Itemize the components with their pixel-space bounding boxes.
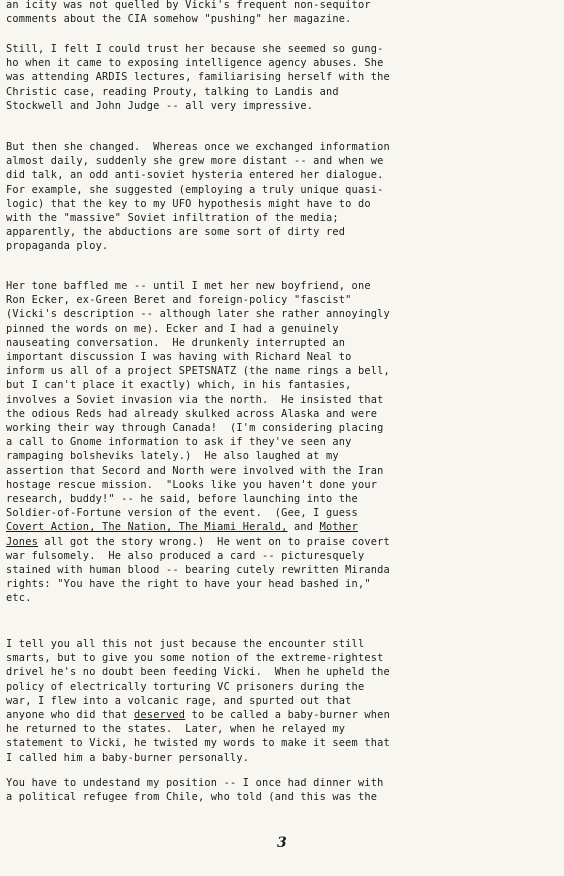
text-line: war fulsomely. He also produced a card -- picturesquely: [6, 549, 365, 562]
text-line: statement to Vicki, he twisted my words to make it seem that: [6, 737, 390, 750]
text-line: Her tone baffled me -- until I met her new boyfriend, one: [6, 280, 371, 292]
text-line: logic) that the key to my UFO hypothesis might have to do: [6, 197, 371, 210]
text-line: stained with human blood -- bearing cutely rewritten Miranda: [6, 564, 390, 577]
text-line: inform us all of a project SPETSNATZ (the name rings a bell,: [6, 365, 390, 378]
paragraph-4: [6, 279, 562, 606]
text-line: [6, 708, 562, 722]
text-line: he returned to the states. Later, when he relayed my: [6, 723, 346, 736]
text-line-head: anyone who did that: [6, 709, 134, 722]
text-line: policy of electrically torturing VC prisoners during the: [6, 680, 365, 693]
paragraph-3: [6, 140, 562, 254]
paragraph-6: [6, 776, 562, 804]
underlined-title: Mother: [319, 521, 358, 534]
underlined-word: deserved: [134, 709, 186, 722]
text-line: Ron Ecker, ex-Green Beret and foreign-policy "fascist": [6, 294, 352, 307]
text-line: I called him a baby-burner personally.: [6, 751, 250, 764]
underlined-titles: Covert Action, The Nation, The Miami Herald,: [6, 521, 288, 534]
text-line: working their way through Canada! (I'm considering placing: [6, 422, 384, 435]
text-line: rights: "You have the right to have your head bashed in,": [6, 578, 371, 591]
text-line: did talk, an odd anti-soviet hysteria entered her dialogue.: [6, 169, 384, 182]
text-line: was attending ARDIS lectures, familiarising herself with the: [6, 71, 390, 84]
text-line: But then she changed. Whereas once we exchanged information: [6, 141, 390, 153]
text-line: Still, I felt I could trust her because she seemed so gung-: [6, 43, 384, 55]
text-line: apparently, the abductions are some sort of dirty red: [6, 226, 346, 239]
text-line-tail: and: [287, 521, 320, 534]
text-line: important discussion I was having with Richard Neal to: [6, 351, 352, 364]
page-number: 3: [277, 835, 287, 851]
text-line: an icity was not quelled by Vicki's frequent non-sequitor: [6, 0, 371, 11]
text-line: [6, 535, 562, 549]
text-line: pinned the words on me). Ecker and I had a genuinely: [6, 322, 339, 335]
text-line: war, I flew into a volcanic rage, and spurted out that: [6, 694, 352, 707]
text-line: hostage rescue mission. "Looks like you haven't done your: [6, 478, 378, 491]
text-line-tail: all got the story wrong.) He went on to praise covert: [38, 535, 390, 548]
text-line: with the "massive" Soviet infiltration of the media;: [6, 212, 339, 225]
text-line: I tell you all this not just because the encounter still: [6, 638, 365, 650]
text-line: etc.: [6, 592, 32, 605]
paragraph-2: [6, 42, 562, 113]
text-line: You have to undestand my position -- I once had dinner with: [6, 777, 384, 789]
text-line: drivel he's no doubt been feeding Vicki. When he upheld the: [6, 666, 390, 679]
text-line-underlined-titles: [6, 520, 562, 534]
text-line: Christic case, reading Prouty, talking to Landis and: [6, 85, 339, 98]
text-line: rampaging bolsheviks lately.) He also laughed at my: [6, 450, 339, 463]
text-line: Stockwell and John Judge -- all very impressive.: [6, 99, 314, 112]
text-line: comments about the CIA somehow "pushing" her magazine.: [6, 13, 352, 26]
text-line: smarts, but to give you some notion of the extreme-rightest: [6, 652, 384, 665]
text-line: nauseating conversation. He drunkenly interrupted an: [6, 336, 346, 349]
text-line: Soldier-of-Fortune version of the event. (Gee, I guess: [6, 507, 358, 520]
text-line: a call to Gnome information to ask if they've seen any: [6, 436, 352, 449]
text-line: For example, she suggested (employing a truly unique quasi-: [6, 183, 384, 196]
text-line: but I can't place it exactly) which, in his fantasies,: [6, 379, 352, 392]
text-line-tail: to be called a baby-burner when: [185, 709, 390, 722]
text-line: a political refugee from Chile, who told (and this was the: [6, 791, 378, 804]
underlined-title: Jones: [6, 535, 38, 548]
text-line: ho when it came to exposing intelligence agency abuses. She: [6, 57, 384, 70]
paragraph-1: [6, 0, 562, 26]
text-line: the odious Reds had already skulked across Alaska and were: [6, 407, 378, 420]
text-line: propaganda ploy.: [6, 240, 109, 253]
text-line: almost daily, suddenly she grew more distant -- and when we: [6, 155, 384, 168]
text-line: (Vicki's description -- although later she rather annoyingly: [6, 308, 390, 321]
text-line: assertion that Secord and North were involved with the Iran: [6, 464, 384, 477]
text-line: research, buddy!" -- he said, before launching into the: [6, 493, 358, 506]
paragraph-5: [6, 637, 562, 765]
text-line: involves a Soviet invasion via the north. He insisted that: [6, 393, 384, 406]
